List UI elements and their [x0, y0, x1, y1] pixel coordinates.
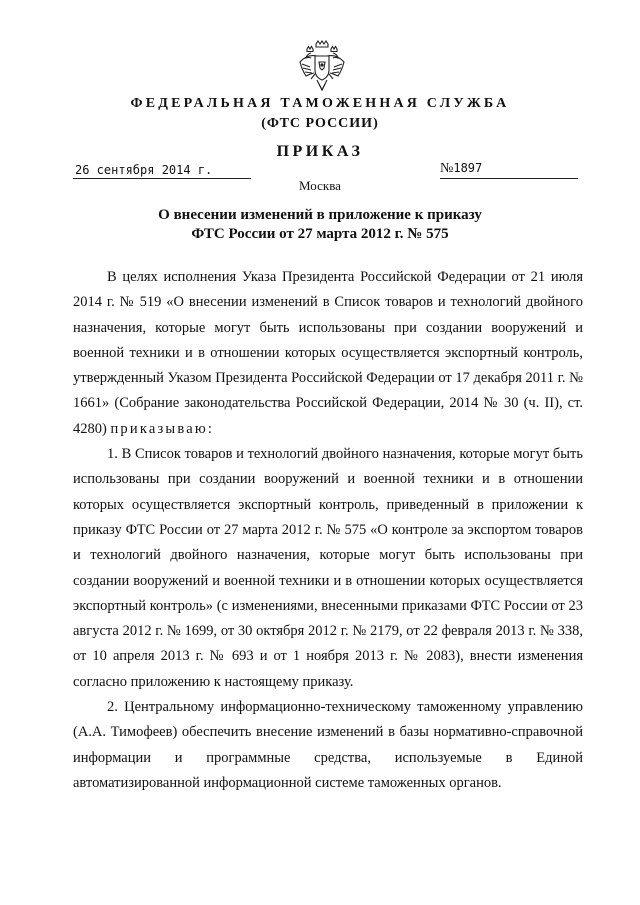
- order-date-field: [73, 162, 251, 179]
- preamble-text: В целях исполнения Указа Президента Российской Федерации от 21 июля 2014 г. № 519 «О внесении изменений в Список товаров и технологий двойного назначения, которые могут быть использованы при создании вооружений и военной техники и в отношении которых осуществляется экспортный контроль, утвержденный Указом Президента Российской Федерации от 17 декабря 2011 г. № 1661» (Собрание законодательства Российской Федерации, 2014 № 30 (ч. II), ст. 4280): [73, 269, 583, 437]
- item-2-paragraph: 2. Центральному информационно-техническому таможенному управлению (А.А. Тимофеев) обеспечить внесение изменений в базы нормативно-справочной информации и программные средства, используемые в Единой автоматизированной информационной системе таможенных органов.: [73, 699, 583, 791]
- agency-name: ФЕДЕРАЛЬНАЯ ТАМОЖЕННАЯ СЛУЖБА: [130, 96, 510, 111]
- order-suffix: :: [207, 420, 212, 437]
- title-line-1: О внесении изменений в приложение к приказу: [158, 207, 482, 223]
- city: Москва: [299, 178, 341, 193]
- document-body: [73, 265, 583, 796]
- agency-abbreviation: (ФТС РОССИИ): [261, 116, 379, 131]
- order-word: приказываю: [110, 420, 208, 437]
- order-date: 26 сентября 2014 г.: [75, 163, 213, 177]
- document-title: [0, 206, 640, 244]
- order-number: 1897: [453, 161, 483, 175]
- document-type: ПРИКАЗ: [276, 143, 364, 160]
- preamble-paragraph: [73, 265, 583, 442]
- coat-of-arms-icon: [297, 40, 347, 94]
- order-number-field: [440, 159, 578, 179]
- title-line-2: ФТС России от 27 марта 2012 г. № 575: [191, 226, 449, 242]
- item-1-paragraph: 1. В Список товаров и технологий двойного назначения, которые могут быть использованы при создании вооружений и военной техники и в отношении которых осуществляется экспортный контроль, приведенный в приложении к приказу ФТС России от 27 марта 2012 г. № 575 «О контроле за экспортом товаров и технологий двойного назначения, которые могут быть использованы при создании вооружений и военной техники и в отношении которых осуществляется экспортный контроль» (с изменениями, внесенными приказами ФТС России от 23 августа 2012 г. № 1699, от 30 октября 2012 г. № 2179, от 22 февраля 2013 г. № 338, от 10 апреля 2013 г. № 693 и от 1 ноября 2013 г. № 2083), внести изменения согласно приложению к настоящему приказу.: [73, 446, 583, 690]
- number-sign: №: [440, 161, 454, 176]
